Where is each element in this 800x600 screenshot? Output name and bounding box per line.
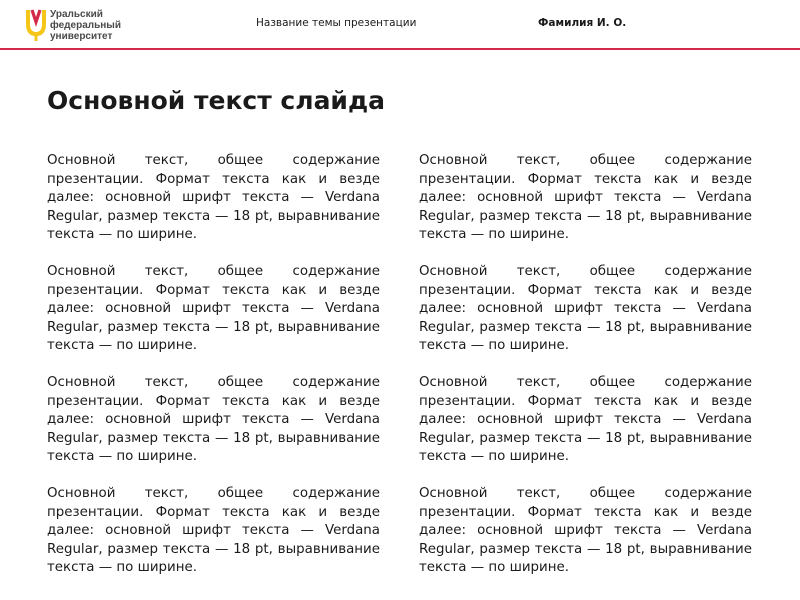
logo-line: Уральский: [50, 9, 103, 20]
header-divider: [0, 48, 800, 50]
body-paragraph: Основной текст, общее содержание презентации. Формат текста как и везде далее: основной шрифт текста — Verdana Regular, размер текста — 18 pt, выравнивание текста — по ширине.: [47, 375, 380, 464]
body-paragraph: Основной текст, общее содержание презентации. Формат текста как и везде далее: основной шрифт текста — Verdana Regular, размер текста — 18 pt, выравнивание текста — по ширине.: [47, 486, 380, 575]
logo-line: федеральный: [50, 20, 121, 31]
body-paragraph: Основной текст, общее содержание презентации. Формат текста как и везде далее: основной шрифт текста — Verdana Regular, размер текста — 18 pt, выравнивание текста — по ширине.: [419, 375, 752, 464]
body-paragraph: Основной текст, общее содержание презентации. Формат текста как и везде далее: основной шрифт текста — Verdana Regular, размер текста — 18 pt, выравнивание текста — по ширине.: [419, 486, 752, 575]
university-logo: [24, 8, 144, 42]
text-column-right: [419, 152, 752, 596]
text-column-left: [47, 152, 380, 596]
urfu-logo-mark-icon: [24, 8, 46, 42]
author-name: Фамилия И. О.: [538, 17, 627, 29]
slide-title: Основной текст слайда: [47, 86, 386, 115]
body-paragraph: Основной текст, общее содержание презентации. Формат текста как и везде далее: основной шрифт текста — Verdana Regular, размер текста — 18 pt, выравнивание текста — по ширине.: [419, 264, 752, 353]
body-paragraph: Основной текст, общее содержание презентации. Формат текста как и везде далее: основной шрифт текста — Verdana Regular, размер текста — 18 pt, выравнивание текста — по ширине.: [419, 153, 752, 242]
body-paragraph: Основной текст, общее содержание презентации. Формат текста как и везде далее: основной шрифт текста — Verdana Regular, размер текста — 18 pt, выравнивание текста — по ширине.: [47, 264, 380, 353]
logo-text: [50, 9, 150, 42]
presentation-topic: Название темы презентации: [256, 17, 417, 29]
body-paragraph: Основной текст, общее содержание презентации. Формат текста как и везде далее: основной шрифт текста — Verdana Regular, размер текста — 18 pt, выравнивание текста — по ширине.: [47, 153, 380, 242]
logo-line: университет: [50, 31, 113, 42]
slide-header: [0, 0, 800, 50]
